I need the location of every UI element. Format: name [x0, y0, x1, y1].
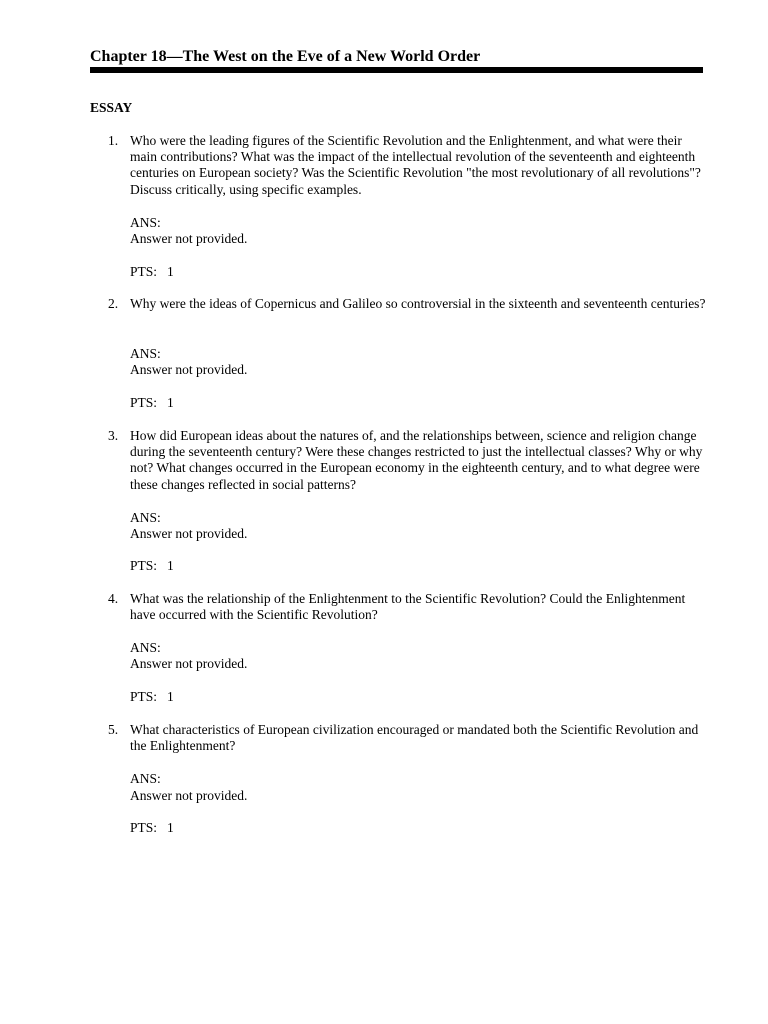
- question-number: 5.: [108, 722, 119, 737]
- section-heading: ESSAY: [90, 100, 133, 115]
- points-line: [130, 395, 174, 411]
- question-text: What was the relationship of the Enlightenment to the Scientific Revolution? Could the Enlightenment have occurred with the Scientific Revolution?: [130, 591, 686, 623]
- question-text: What characteristics of European civilization encouraged or mandated both the Scientific Revolution and the Enlightenment?: [130, 722, 699, 754]
- answer-text: Answer not provided.: [130, 231, 248, 246]
- answer-label: ANS:: [130, 215, 161, 230]
- answer-text: Answer not provided.: [130, 362, 248, 377]
- points-label: PTS:: [130, 264, 158, 279]
- answer-text: Answer not provided.: [130, 526, 248, 541]
- points-value: 1: [167, 395, 174, 410]
- question-number: 3.: [108, 428, 119, 443]
- answer-label: ANS:: [130, 771, 161, 786]
- points-label: PTS:: [130, 689, 158, 704]
- points-line: [130, 264, 174, 280]
- points-label: PTS:: [130, 558, 158, 573]
- question-number: 4.: [108, 591, 119, 606]
- answer-text: Answer not provided.: [130, 788, 248, 803]
- points-value: 1: [167, 689, 174, 704]
- points-value: 1: [167, 264, 174, 279]
- points-line: [130, 558, 174, 574]
- question-number: 1.: [108, 133, 119, 148]
- answer-label: ANS:: [130, 346, 161, 361]
- points-label: PTS:: [130, 820, 158, 835]
- chapter-title: Chapter 18—The West on the Eve of a New World Order: [90, 48, 481, 65]
- question-text: How did European ideas about the natures of, and the relationships between, science and religion change during the seventeenth century? Were these changes restricted to just the intellectual classes? Why or why not? What changes occurred in the European economy in the eighteenth century, and to what degree were these changes reflected in social patterns?: [130, 428, 703, 492]
- points-line: [130, 820, 174, 836]
- points-label: PTS:: [130, 395, 158, 410]
- question-text: Who were the leading figures of the Scientific Revolution and the Enlightenment, and what were their main contributions? What was the impact of the intellectual revolution of the seventeenth and eighteenth centuries on European society? Was the Scientific Revolution "the most revolutionary of all revolutions"? Discuss critically, using specific examples.: [130, 133, 701, 197]
- question-number: 2.: [108, 296, 119, 311]
- answer-label: ANS:: [130, 640, 161, 655]
- points-value: 1: [167, 820, 174, 835]
- answer-text: Answer not provided.: [130, 656, 248, 671]
- answer-label: ANS:: [130, 510, 161, 525]
- question-text: Why were the ideas of Copernicus and Galileo so controversial in the sixteenth and seventeenth centuries?: [130, 296, 706, 311]
- points-line: [130, 689, 174, 705]
- points-value: 1: [167, 558, 174, 573]
